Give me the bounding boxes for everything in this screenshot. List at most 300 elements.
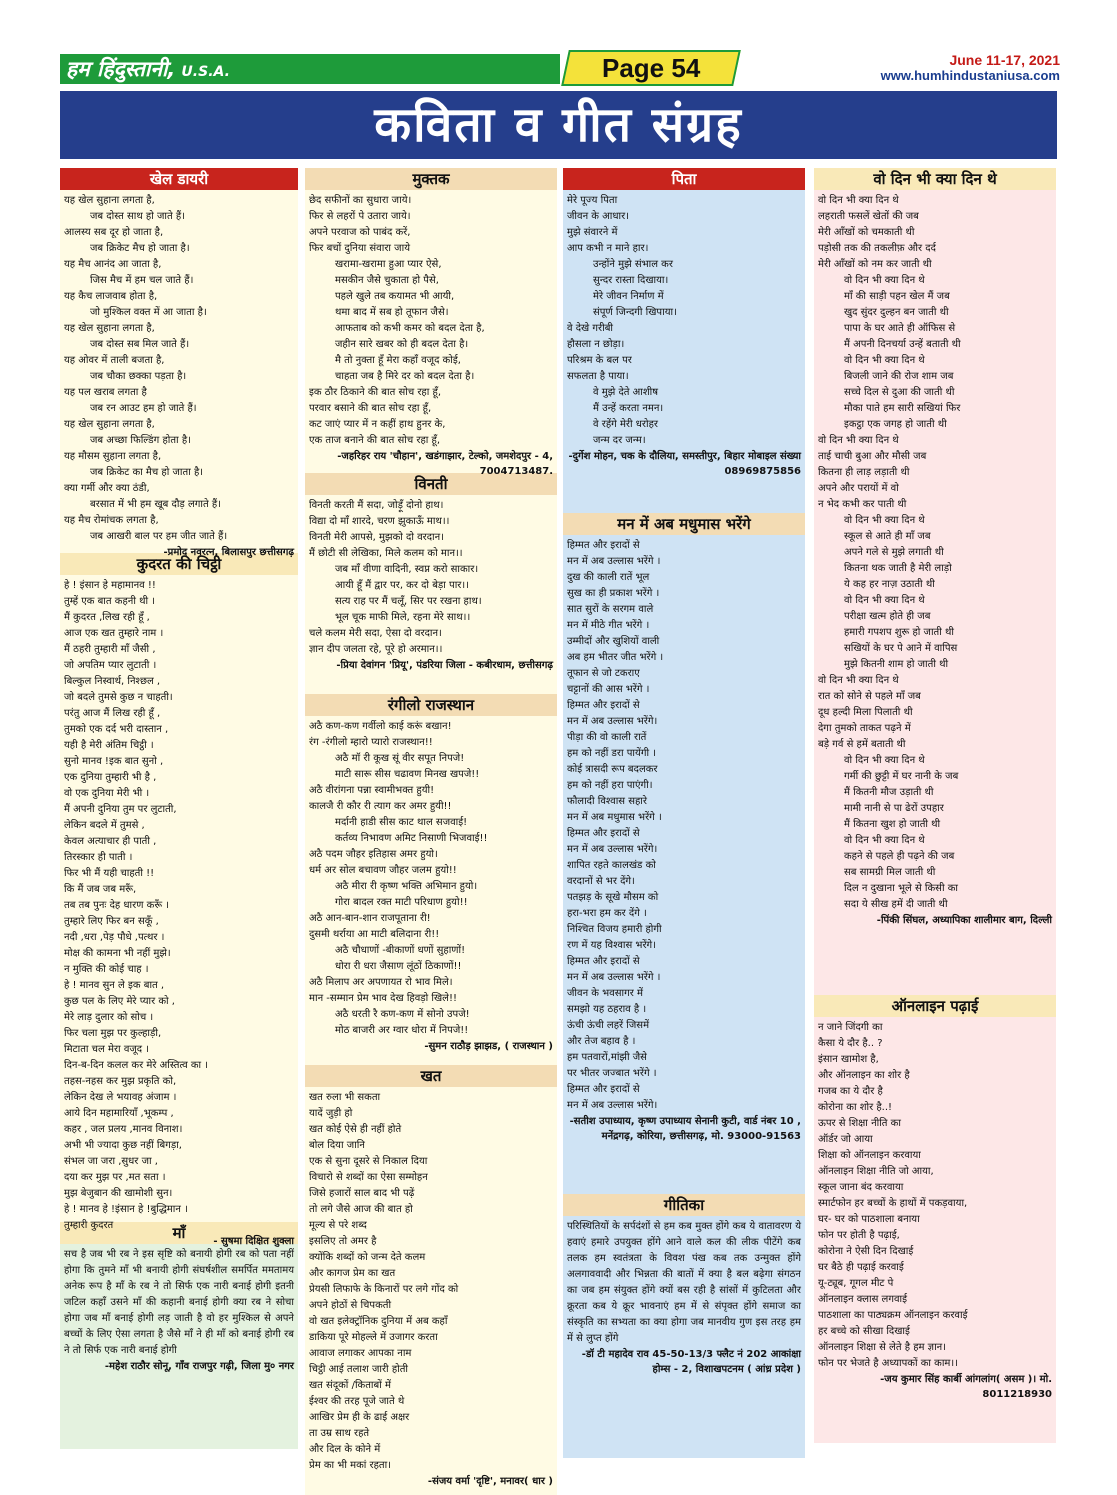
poem-line: इक ठौर ठिकाने की बात सोच रहा हूँ, — [309, 387, 441, 398]
poem-line: सफलता है पाया। — [567, 371, 629, 382]
poem-line: सब सामग्री मिल जाती थी — [844, 867, 936, 878]
section-title-rangilo: रंगीलो राजस्थान — [305, 694, 557, 716]
poem-line: गोरा बादल रक्त माटी परिधाण हुयो!! — [335, 897, 468, 908]
poem-line: जो मुश्किल वक्त में आ जाता है। — [90, 307, 207, 318]
poem-line: फिर से लहरों पे उतारा जाये। — [309, 211, 411, 222]
poem-line: ताई चाची बुआ और मौसी जब — [818, 451, 927, 462]
poem-line: अभी भी ज्यादा कुछ नहीं बिगड़ा, — [64, 1140, 182, 1151]
poem-line: तो लगे जैसे आज की बात हो — [309, 1204, 413, 1215]
poem-line: मान -सम्मान प्रेम भाव देख हिवड़ो खिले!! — [309, 993, 457, 1004]
poem-line: सदा ये सीख हमें दी जाती थी — [844, 899, 948, 910]
column-1 — [60, 168, 298, 1443]
poem-line: ऊपर से शिक्षा नीति का — [818, 1118, 901, 1129]
poem-line: जब दोस्त साथ हो जाते हैं। — [90, 211, 185, 222]
poem-line: मैं ठहरी तुम्हारी माँ जैसी , — [64, 644, 156, 655]
poem-line: पड़ोसी तक की तकलीफ़ और दर्द — [818, 243, 936, 254]
poem-line: ऊंची ऊंची लहरें जिसमें — [567, 1020, 650, 1031]
issue-info — [881, 52, 1060, 84]
poem-line: जो अपतिम प्यार लुटाती । — [64, 660, 157, 671]
poem-lines — [309, 498, 553, 658]
poem-line: वो दिन भी क्या दिन थे — [844, 355, 925, 366]
poem-line: वो दिन भी क्या दिन थे — [844, 275, 925, 286]
poem-line: हिम्मत और इरादों से — [567, 828, 640, 839]
poem-line: परिश्रम के बल पर — [567, 355, 632, 366]
poem-kudrat — [60, 575, 298, 1247]
poem-text: सच है जब भी रब ने इस सृष्टि को बनायी होगी रब को पता नहीं होगा कि तुमने माँ भी बनायी होगी संघर्षशील समर्पित ममतामय अनेक रूप है माँ के रब ने तो सिर्फ एक नारी बनाई होगी इतनी जटिल कहाँ उसने माँ की कहानी बनाई होगी क्या रब ने सोचा होगा जब माँ बनाई होगी लड़ जाती है वो हर मुश्किल से अपने बच्चों के लिए ऐसा लगता है जैसे माँ ने ही माँ को बनाई होगी रब ने तो सिर्फ एक नारी बनाई होगी — [64, 1249, 294, 1356]
poem-line: ऑनलाइन क्लास लगवाई — [818, 1294, 908, 1305]
poem-line: देगा तुमको ताकत पढ़ने में — [818, 723, 911, 734]
poem-line: कितना ही लाड़ लड़ाती थी — [818, 467, 910, 478]
poem-line: अठै मॉ री कूख सूं वीर सपूत निपजे! — [335, 753, 465, 764]
poem-line: मन में अब मधुमास भरेंगे । — [567, 812, 662, 823]
poem-line: विचारो से शब्दों का ऐसा सम्मोहन — [309, 1172, 428, 1183]
column-2 — [305, 168, 557, 1487]
poem-line: पाठशाला का पाठ्यक्रम ऑनलाइन करवाई — [818, 1310, 968, 1321]
poem-online — [814, 1017, 1056, 1442]
poem-line: कहर , जल प्रलय ,मानव विनाश। — [64, 1124, 183, 1135]
poem-line: अपने होठों से चिपकती — [309, 1300, 392, 1311]
poem-line: कि मैं जब जब मरूँ, — [64, 884, 137, 895]
website-link[interactable]: www.humhindustaniusa.com — [880, 68, 1060, 83]
section-title-maa: माँ — [60, 1222, 298, 1244]
page-number: Page 54 — [601, 53, 701, 83]
poem-line: आप कभी न माने हार। — [567, 243, 649, 254]
poem-line: हौसला न छोड़ा। — [567, 339, 625, 350]
poem-line: तुमको एक दर्द भरी दास्तान , — [64, 724, 169, 735]
poem-line: यादें जुड़ी हो — [309, 1108, 353, 1119]
poem-line: अठै मीरा री कृष्ण भक्ति अभिमान हुयो। — [335, 881, 478, 892]
poem-line: मेरे पूज्य पिता — [567, 195, 618, 206]
section-title-geetika: गीतिका — [563, 1194, 805, 1216]
poem-line: ऑर्डर जो आया — [818, 1134, 873, 1145]
section-title-muktak: मुक्तक — [305, 168, 557, 190]
poem-line: मोक्ष की कामना भी नहीं मुझे। — [64, 948, 171, 959]
poem-line: जब क्रिकेट का मैच हो जाता है। — [90, 467, 204, 478]
brand-name: हम हिंदुस्तानी, — [66, 57, 176, 81]
poem-line: अब हम भीतर जीत भरेंगे । — [567, 652, 664, 663]
poem-author: -डॉ टी महादेव राव 45-50-13/3 फ्लैट नं 202 आकांक्षा होम्स - 2, विशाखपटनम ( आंध्र प्रदेश ) — [581, 1349, 801, 1375]
poem-line: अपने और परायों में वो — [818, 483, 899, 494]
poem-line: जब क्रिकेट मैच हो जाता है। — [90, 243, 190, 254]
poem-line: नदी ,धरा ,पेड़ पौधे ,पत्थर । — [64, 932, 165, 943]
poem-line: अठै वीरांगना पन्ना स्वामीभक्त हुयी! — [309, 785, 435, 796]
poem-line: माटी सारू सीस चढावण मिनख खपजे!! — [335, 769, 480, 780]
poem-lines — [818, 193, 1052, 913]
poem-line: चिट्ठी आई तलाश जारी होती — [309, 1364, 409, 1375]
poem-muktak — [305, 190, 557, 477]
poem-author: -जय कुमार सिंह कार्बी आंगलांग( असम )। मो. 8011218930 — [880, 1374, 1052, 1400]
poem-line: और दिल के कोने में — [309, 1444, 381, 1455]
poem-line: कट जाएं प्यार में न कहीं हाथ हुनर के, — [309, 419, 446, 430]
poem-lines — [567, 193, 801, 449]
poem-line: वो खत इलेक्ट्रॉनिक दुनिया में अब कहाँ — [309, 1316, 448, 1327]
poem-line: तिरस्कार ही पाती । — [64, 852, 133, 863]
poem-line: मन में अब उल्लास भरेंगे। — [567, 844, 658, 855]
poem-line: वे देखे गरीबी — [567, 323, 614, 334]
poem-line: कर्तव्य निभावण अमिट निसाणी भिजवाई!! — [335, 833, 488, 844]
poem-line: मैं कितना खुश हो जाती थी — [844, 819, 941, 830]
page-banner — [60, 91, 1057, 159]
poem-line: विनती करती मैं सदा, जोड़ूँ दोनो हाथ। — [309, 500, 444, 511]
poem-line: कितना थक जाती है मेरी लाड़ो — [844, 563, 952, 574]
poem-line: मैं कितनी मौज उड़ाती थी — [844, 787, 934, 798]
poem-line: यही है मेरी अंतिम चिट्ठी । — [64, 740, 154, 751]
poem-line: दया कर मुझ पर ,मत सता । — [64, 1172, 166, 1183]
poem-line: घर- घर को पाठशाला बनाया — [818, 1214, 920, 1225]
poem-line: यह मैच आनंद आ जाता है, — [64, 259, 162, 270]
poem-line: वो दिन भी क्या दिन थे — [818, 195, 899, 206]
poem-line: हिम्मत और इरादों से — [567, 700, 640, 711]
poem-line: मेरे लाड़ दुलार को सोच । — [64, 1012, 154, 1023]
poem-line: वो दिन भी क्या दिन थे — [844, 515, 925, 526]
poem-line: सत्य राह पर मैं चलूँ, सिर पर रखना हाथ। — [335, 596, 482, 607]
poem-line: न मुक्ति की कोई चाह । — [64, 964, 149, 975]
poem-line: दिन-ब-दिन कलल कर मेरे अस्तित्व का । — [64, 1060, 209, 1071]
poem-line: हरा-भरा हम कर देंगे । — [567, 908, 647, 919]
poem-line: प्रेयसी लिफाफे के किनारों पर लगे गोंद को — [309, 1284, 459, 1295]
poem-line: वे रहेंगे मेरी धरोहर — [593, 419, 659, 430]
poem-line: समझो यह ठहराव है । — [567, 1004, 647, 1015]
poem-line: इसलिए तो अमर है — [309, 1236, 377, 1247]
poem-line: परंतु आज मैं लिख रही हूँ , — [64, 708, 161, 719]
poem-line: माँ की साड़ी पहन खेल मैं जब — [844, 291, 950, 302]
poem-author: -सतीश उपाध्याय, कृष्ण उपाध्याय सेनानी कुटी, वार्ड नंबर 10 , मनेंद्रगढ़, कोरिया, छत्तीसगढ़, मो. 93000-91563 — [569, 1116, 801, 1142]
poem-line: छेद सफीनों का सुधारा जाये। — [309, 195, 412, 206]
poem-line: आलस्य सब दूर हो जाता है, — [64, 227, 164, 238]
poem-line: हे ! इंसान हे महामानव !! — [64, 580, 156, 591]
poem-line: धर्म अर सोल बचावण जौहर जलम हुयो!! — [309, 865, 457, 876]
poem-line: खत संदूकों /किताबों में — [309, 1380, 391, 1391]
poem-line: घर बैठे ही पढ़ाई करवाई — [818, 1262, 904, 1273]
poem-line: बिल्कुल निस्वार्थ, निश्छल , — [64, 676, 161, 687]
poem-line: उम्मीदों और खुशियों वाली — [567, 636, 660, 647]
section-title-pita: पिता — [563, 168, 805, 190]
poem-line: आवाज लगाकर आपका नाम — [309, 1348, 412, 1359]
poem-line: मुझ बेजुबान की खामोशी सुन। — [64, 1188, 173, 1199]
poem-lines — [309, 719, 553, 1039]
section-title-khel: खेल डायरी — [60, 168, 298, 190]
poem-line: मन में अब उल्लास भरेंगे । — [567, 972, 661, 983]
poem-line: जिस मैच में हम चल जाते हैं। — [90, 275, 194, 286]
poem-line: लेकिन देख ले भयावह अंजाम । — [64, 1092, 177, 1103]
poem-line: मूल्य से परे शब्द — [309, 1220, 367, 1231]
poem-line: हे ! मानव हे !इंसान हे !बुद्धिमान । — [64, 1204, 188, 1215]
poem-geetika — [563, 1216, 805, 1458]
poem-author: - सुषमा दिक्षित शुक्ला — [213, 1236, 294, 1247]
poem-line: यह कैच लाजवाब होता है, — [64, 291, 158, 302]
banner-title: कविता व गीत संग्रह — [374, 97, 743, 153]
poem-line: तब तब पुनः देह धारण करूँ । — [64, 900, 170, 911]
section-title-vodin: वो दिन भी क्या दिन थे — [814, 168, 1056, 190]
poem-line: दुख की काली रातें भूल — [567, 572, 650, 583]
poem-lines — [567, 538, 801, 1114]
poem-line: जब रन आउट हम हो जाते हैं। — [90, 403, 197, 414]
poem-line: सखियों के घर पे आने में वापिस — [844, 643, 958, 654]
poem-line: हे ! मानव सुन ले इक बात , — [64, 980, 165, 991]
poem-line: अठै आन-बान-शान राजपूताना री! — [309, 913, 431, 924]
poem-line: जब माँ वीणा वादिनी, स्वप्न करो साकार। — [335, 564, 479, 575]
poem-line: मेरी आँखों को नम कर जाती थी — [818, 259, 932, 270]
poem-line: सुन्दर रास्ता दिखाया। — [593, 275, 669, 286]
poem-line: अठै मिलाप अर अपणायत रो भाव मिले। — [309, 977, 453, 988]
poem-line: मैं उन्हें करता नमन। — [593, 403, 664, 414]
poem-line: ईश्वर की तरह पूजे जाते थे — [309, 1396, 405, 1407]
column-4 — [814, 168, 1056, 1443]
poem-line: मन में अब उल्लास भरेंगे । — [567, 556, 661, 567]
poem-line: एक ताज बनाने की बात सोच रहा हूँ, — [309, 435, 441, 446]
poem-line: हिम्मत और इरादों से — [567, 956, 640, 967]
poem-author: -जहरिहर राय 'चौहान', खडंगाझार, टेल्को, जमशेदपुर - 4, 7004713487. — [337, 451, 553, 477]
poem-line: मौका पाते हम सारी सखियां फिर — [844, 403, 961, 414]
poem-line: गर्मी की छुट्टी में घर नानी के जब — [844, 771, 959, 782]
poem-lines — [64, 578, 294, 1234]
poem-line: हम को नहीं हरा पाएंगी। — [567, 780, 653, 791]
poem-line: चले कलम मेरी सदा, ऐसा दो वरदान। — [309, 628, 442, 639]
poem-line: इकट्ठा एक जगह हो जाती थी — [844, 419, 947, 430]
poem-line: तुम्हारे लिए फिर बन सकूँ , — [64, 916, 159, 927]
poem-line: मन में मीठे गीत भरेंगे । — [567, 620, 650, 631]
poem-line: ज्ञान दीप जलता रहे, पूरे हो अरमान।। — [309, 644, 443, 655]
poem-line: जब चौका छक्का पड़ता है। — [90, 371, 187, 382]
poem-line: अपने गले से मुझे लगाती थी — [844, 547, 944, 558]
brand-usa: U.S.A. — [181, 64, 230, 80]
brand-bar — [60, 54, 560, 84]
section-title-khat: खत — [305, 1065, 557, 1087]
poem-line: न जाने जिंदगी का — [818, 1022, 883, 1033]
poem-line: अठै कण-कण गर्वीलो काई करूं बखान! — [309, 721, 452, 732]
poem-line: मन में अब उल्लास भरेंगे। — [567, 1100, 658, 1111]
poem-author: -दुर्गेश मोहन, चक के दौलिया, समस्तीपुर, बिहार मोबाइल संख्या 08969875856 — [568, 451, 801, 477]
poem-line: भूल चूक माफी मिले, रहना मेरे साथ।। — [335, 612, 471, 623]
poem-line: मेरे जीवन निर्माण में — [593, 291, 664, 302]
poem-line: मन में अब उल्लास भरेंगे। — [567, 716, 658, 727]
poem-line: खत रुला भी सकता — [309, 1092, 381, 1103]
poem-line: लेकिन बदले में तुमसे , — [64, 820, 145, 831]
poem-line: जब अच्छा फिल्डिंग होता है। — [90, 435, 191, 446]
poem-line: मोठ बाजरी अर ग्वार धोरा में निपजे!! — [335, 1025, 469, 1036]
poem-line: जो बदले तुमसे कुछ न चाहती। — [64, 692, 173, 703]
poem-line: हिम्मत और इरादों से — [567, 1084, 640, 1095]
poem-line: मै तो नुक्ता हूँ मेरा कहाँ वजूद कोई, — [335, 355, 461, 366]
poem-line: मेरी आँखों को चमकाती थी — [818, 227, 915, 238]
poem-line: अठै चौधाणों -बीकाणों धणों सुहाणों! — [335, 945, 466, 956]
poem-line: यह मैच रोमांचक लगता है, — [64, 515, 159, 526]
poem-line: थमा बाद में सब हो तूफान जैसे। — [335, 307, 449, 318]
poem-line: मिटाता चल मेरा वजूद । — [64, 1044, 150, 1055]
poem-line: जीवन के आधार। — [567, 211, 629, 222]
poem-line: डाकिया पूरे मोहल्ले में उजागर करता — [309, 1332, 438, 1343]
poem-line: अठै धरती रै कण-कण में सोनो उपजे! — [335, 1009, 470, 1020]
poem-line: आज एक खत तुम्हारे नाम । — [64, 628, 164, 639]
poem-line: क्योंकि शब्दों को जन्म देते कलम — [309, 1252, 426, 1263]
poem-author: -प्रिया देवांगन 'प्रियू', पंडरिया जिला - कबीरधाम, छत्तीसगढ़ — [336, 660, 553, 671]
poem-line: फोन पर होती है पढ़ाई, — [818, 1230, 900, 1241]
poem-line: हम पतवारों,मांझी जैसे — [567, 1052, 647, 1063]
poem-lines — [309, 193, 553, 449]
poem-line: फौलादी विश्वास सहारे — [567, 796, 647, 807]
poem-line: स्कूल जाना बंद करवाया — [818, 1182, 904, 1193]
issue-date: June 11-17, 2021 — [949, 52, 1060, 68]
poem-line: पापा के घर आते ही ऑफिस से — [844, 323, 956, 334]
poem-author: -संजय वर्मा 'दृष्टि', मनावर( धार ) — [427, 1476, 553, 1487]
poem-line: मैं अपनी दुनिया तुम पर लुटाती, — [64, 804, 177, 815]
poem-lines — [309, 1090, 553, 1474]
poem-line: तुम्हारी कुदरत — [64, 1220, 114, 1231]
poem-line: मामी नानी से पा ढेरों उपहार — [844, 803, 944, 814]
poem-line: ये कह हर नाज़ उठाती थी — [844, 579, 935, 590]
poem-line: न भेद कभी कर पाती थी — [818, 499, 907, 510]
poem-line: फिर भी मैं यही चाहती !! — [64, 868, 155, 879]
poem-line: बड़े गर्व से हमें बताती थी — [818, 739, 906, 750]
poem-line: प्रेम का भी मकां रहता। — [309, 1460, 392, 1471]
poem-line: दिल न दुखाना भूले से किसी का — [844, 883, 958, 894]
poem-line: ऑनलाइन शिक्षा नीति जो आया, — [818, 1166, 934, 1177]
poem-line: बिजली जाने की रोज शाम जब — [844, 371, 954, 382]
poem-line: परीक्षा खत्म होते ही जब — [844, 611, 931, 622]
poem-line: रण में यह विश्वास भरेंगे। — [567, 940, 656, 951]
poem-rangilo — [305, 716, 557, 1065]
poem-line: अठै पदम जौहर इतिहास अमर हुयो। — [309, 849, 438, 860]
poem-line: यू-ट्यूब, गूगल मीट पे — [818, 1278, 894, 1289]
poem-line: पतझड़ के सूखे मौसम को — [567, 892, 659, 903]
poem-line: मसकीन जैसे चुकाता हो पैसे, — [335, 275, 439, 286]
section-title-online: ऑनलाइन पढ़ाई — [814, 995, 1056, 1017]
poem-author: -सुमन राठौड़ झाझड, ( राजस्थान ) — [424, 1041, 553, 1052]
poem-line: वो दिन भी क्या दिन थे — [818, 435, 899, 446]
poem-maa — [60, 1244, 298, 1449]
poem-line: वो दिन भी क्या दिन थे — [844, 595, 925, 606]
poem-line: हर बच्चे को सीखा दिखाई — [818, 1326, 910, 1337]
column-3 — [563, 168, 805, 1443]
poem-line: चट्टानों की आस भरेंगे । — [567, 684, 650, 695]
poem-line: आफताब को कभी कमर को बदल देता है, — [335, 323, 485, 334]
poem-line: ता उम्र साथ रहते — [309, 1428, 370, 1439]
poem-line: दुसमी थर्राया आ माटी बलिदाना री!! — [309, 929, 440, 940]
poem-line: तहस-नहस कर मुझ प्रकृति को, — [64, 1076, 177, 1087]
poem-line: विनती मेरी आपसे, मुझको दो वरदान। — [309, 532, 444, 543]
poem-khel — [60, 190, 298, 558]
section-title-vinati: विनती — [305, 473, 557, 495]
poem-line: विद्या दो माँ शारदे, चरण झुकाऊँ माथ।। — [309, 516, 450, 527]
poem-line: कालजै री कौर री त्याग कर अमर हुयी!! — [309, 801, 452, 812]
poem-line: खत कोई ऐसे ही नहीं होते — [309, 1124, 402, 1135]
poem-line: रात को सोने से पहले माँ जब — [818, 691, 921, 702]
poem-line: जहीन सारे खबर को ही बदल देता है। — [335, 339, 469, 350]
poem-author: -प्रमोद नवरत्न, बिलासपुर छत्तीसगढ़ — [163, 547, 294, 558]
poem-line: वो एक दुनिया मेरी भी । — [64, 788, 150, 799]
masthead — [60, 50, 1060, 88]
poem-line: केवल अत्याचार ही पाती , — [64, 836, 157, 847]
page-number-tab — [561, 50, 741, 86]
poem-madhumas — [563, 535, 805, 1194]
poem-line: यह खेल सुहाना लगता है, — [64, 323, 155, 334]
poem-line: निश्चित विजय हमारी होगी — [567, 924, 662, 935]
poem-line: सुख का ही प्रकाश भरेंगे । — [567, 588, 660, 599]
poem-line: हम को नहीं डरा पायेंगी । — [567, 748, 657, 759]
poem-line: स्कूल से आते ही माँ जब — [844, 531, 931, 542]
poem-line: सच्चे दिल से दुआ की जाती थी — [844, 387, 955, 398]
section-title-kudrat: कुदरत की चिट्ठी — [60, 553, 298, 575]
poem-author: -पिंकी सिंघल, अध्यापिका शालीमार बाग, दिल्ली — [876, 915, 1052, 926]
poem-line: लहराती फसलें खेतों की जब — [818, 211, 919, 222]
poem-vinati — [305, 495, 557, 694]
poem-lines — [818, 1020, 1052, 1372]
poem-line: कुछ पल के लिए मेरे प्यार को , — [64, 996, 175, 1007]
poem-line: वरदानों से भर देंगे। — [567, 876, 635, 887]
poem-line: यह खेल सुहाना लगता है, — [64, 419, 155, 430]
poem-line: मर्दानी हाडी सीस काट थाल सजवाई! — [335, 817, 468, 828]
poem-line: तूफान से जो टकराए — [567, 668, 640, 679]
poem-line: जीवन के भवसागर में — [567, 988, 643, 999]
poem-line: जिसे हजारों साल बाद भी पढ़ें — [309, 1188, 415, 1199]
poem-line: कोई त्रासदी रूप बदलकर — [567, 764, 658, 775]
poem-line: जब आखरी बाल पर हम जीत जाते हैं। — [90, 531, 228, 542]
poem-line: जन्म दर जन्म। — [593, 435, 646, 446]
poem-line: वो दिन भी क्या दिन थे — [844, 835, 925, 846]
poem-line: संपूर्ण जिन्दगी खिपाया। — [593, 307, 677, 318]
poem-line: ऑनलाइन शिक्षा से लेते है हम ज्ञान। — [818, 1342, 947, 1353]
poem-line: वो दिन भी क्या दिन थे — [818, 675, 899, 686]
poem-line: फोन पर भेजते है अध्यापकों का काम।। — [818, 1358, 958, 1369]
poem-line: बरसात में भी हम खूब दौड़ लगाते हैं। — [90, 499, 221, 510]
poem-khat — [305, 1087, 557, 1495]
poem-line: फिर चला मुझ पर कुल्हाड़ी, — [64, 1028, 162, 1039]
poem-line: यह मौसम सुहाना लगता है, — [64, 451, 162, 462]
poem-line: इंसान खामोश है, — [818, 1054, 879, 1065]
poem-line: मैं अपनी दिनचर्या उन्हें बताती थी — [844, 339, 961, 350]
poem-line: सात सुरों के सरगम वाले — [567, 604, 654, 615]
poem-line: अपने परवाज को पाबंद करें, — [309, 227, 411, 238]
poem-line: मैं कुदरत ,लिख रही हूँ , — [64, 612, 150, 623]
poem-line: आये दिन महामारियाँ ,भूकम्प , — [64, 1108, 174, 1119]
poem-line: यह खेल सुहाना लगता है, — [64, 195, 155, 206]
poem-lines — [64, 193, 294, 545]
poem-line: मुझे कितनी शाम हो जाती थी — [844, 659, 949, 670]
poem-line: चाहता जब है मिरे दर को बदल देता है। — [335, 371, 475, 382]
poem-line: यह ओवर में ताली बजता है, — [64, 355, 165, 366]
poem-line: सुनो मानव !इक बात सुनो , — [64, 756, 164, 767]
poem-line: कैसा ये दौर है.. ? — [818, 1038, 883, 1049]
section-title-madhumas: मन में अब मधुमास भरेंगे — [563, 513, 805, 535]
poem-line: जब दोस्त सब मिल जाते हैं। — [90, 339, 190, 350]
poem-line: बोल दिया जानि — [309, 1140, 365, 1151]
poem-line: धोरा री धरा जैसाण लूंठों ठिकाणों!! — [335, 961, 462, 972]
poem-line: संभल जा जरा ,सुधर जा , — [64, 1156, 158, 1167]
poem-line: रंग -रंगीलो म्हारो प्यारो राजस्थान!! — [309, 737, 433, 748]
poem-line: शिक्षा को ऑनलाइन करवाया — [818, 1150, 921, 1161]
poem-line: मुझे संवारने में — [567, 227, 618, 238]
poem-line: यह पल खराब लगता है — [64, 387, 147, 398]
poem-line: वे मुझे देते आशीष — [593, 387, 659, 398]
poem-line: दूध हल्दी मिला पिलाती थी — [818, 707, 913, 718]
poem-line: पहले खुले तब कयामत भी आयी, — [335, 291, 455, 302]
poem-line: वो दिन भी क्या दिन थे — [844, 755, 925, 766]
poem-line: और ऑनलाइन का शोर है — [818, 1070, 910, 1081]
poem-line: खुद सुंदर दुल्हन बन जाती थी — [844, 307, 949, 318]
poem-line: पर भीतर जज्बात भरेंगे । — [567, 1068, 657, 1079]
poem-line: हमारी गपशप शुरू हो जाती थी — [844, 627, 954, 638]
poem-line: क्या गर्मी और क्या ठंडी, — [64, 483, 150, 494]
poem-vodin — [814, 190, 1056, 995]
poem-line: स्मार्टफोन हर बच्चों के हाथों में पकड़वाया, — [818, 1198, 968, 1209]
poem-text: परिस्थितियों के सर्पदंशों से हम कब मुक्त होंगे कब ये वातावरण ये हवाएं हमारे उपयुक्त होंगे आने वाले कल की लीक पीटेंगे कब तलक हम स्वतंत्रता के विवश पंख कब तक उन्मुक्त होंगे अलगाववादी और भिन्नता की बातों में क्या है बल बढ़ेगा संगठन का जब हम संयुक्त होंगे क्यों बस रही है सांसों में कुटिलता और क्रूरता कब ये क्रूर भावनाएं हम में से संपृक्त होंगे समाज का संस्कृति का सभ्यता का क्या होगा जब मानवीय गुण इस तरह हम में से लुप्त होंगे — [567, 1221, 801, 1344]
poem-line: हिम्मत और इरादों से — [567, 540, 640, 551]
poem-line: परवार बसाने की बात सोच रहा हूँ, — [309, 403, 432, 414]
poem-line: फिर बचों दुनिया संवारा जाये — [309, 243, 410, 254]
poem-line: एक दुनिया तुम्हारी भी है , — [64, 772, 157, 783]
poem-pita — [563, 190, 805, 513]
poem-line: आयी हूँ मैं द्वार पर, कर दो बेड़ा पार।। — [335, 580, 469, 591]
